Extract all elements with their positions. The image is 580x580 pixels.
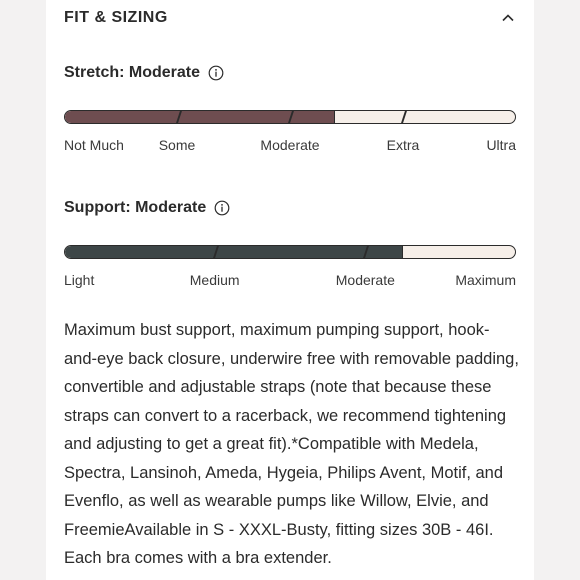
stretch-tick-label: Extra (386, 137, 420, 153)
product-description: Maximum bust support, maximum pumping support, hook-and-eye back closure, underwire free with removable padding, convertible and adjustable straps (note that because these straps can convert to a racerback, we recommend tightening and adjusting to get a great fit).*Compatible with Medela, Spectra, Lansinoh, Ameda, Hygeia, Philips Avent, Motif, and Evenflo, as well as wearable pumps like Willow, Elvie, and FreemieAvailable in S - XXXL-Busty, fitting sizes 30B - 46I. Each bra comes with a bra extender. (64, 321, 519, 567)
stretch-label: Stretch: Moderate (64, 64, 201, 81)
support-scale-labels (64, 272, 516, 290)
support-label-row (64, 197, 230, 219)
support-level-fill (65, 246, 403, 258)
support-label: Support: Moderate (64, 199, 207, 216)
support-tick-label: Medium (189, 272, 240, 288)
stretch-label-row (64, 62, 224, 84)
info-icon[interactable] (214, 200, 230, 216)
chevron-up-icon[interactable] (500, 10, 516, 26)
stretch-tick-label: Some (158, 137, 196, 153)
stretch-scale-labels (64, 137, 516, 155)
fit-sizing-header[interactable] (64, 6, 516, 30)
support-scale-bar (64, 245, 516, 259)
info-icon[interactable] (208, 65, 224, 81)
fit-sizing-panel (46, 0, 534, 580)
stretch-level-fill (65, 111, 335, 123)
section-title: FIT & SIZING (64, 9, 168, 26)
stretch-scale-bar (64, 110, 516, 124)
stretch-tick-label: Ultra (486, 137, 516, 153)
support-tick-label: Moderate (335, 272, 395, 288)
stretch-divider-tick (400, 110, 407, 124)
stretch-tick-label: Not Much (64, 137, 124, 153)
support-tick-label: Maximum (455, 272, 516, 288)
support-tick-label: Light (64, 272, 95, 288)
stretch-tick-label: Moderate (260, 137, 320, 153)
